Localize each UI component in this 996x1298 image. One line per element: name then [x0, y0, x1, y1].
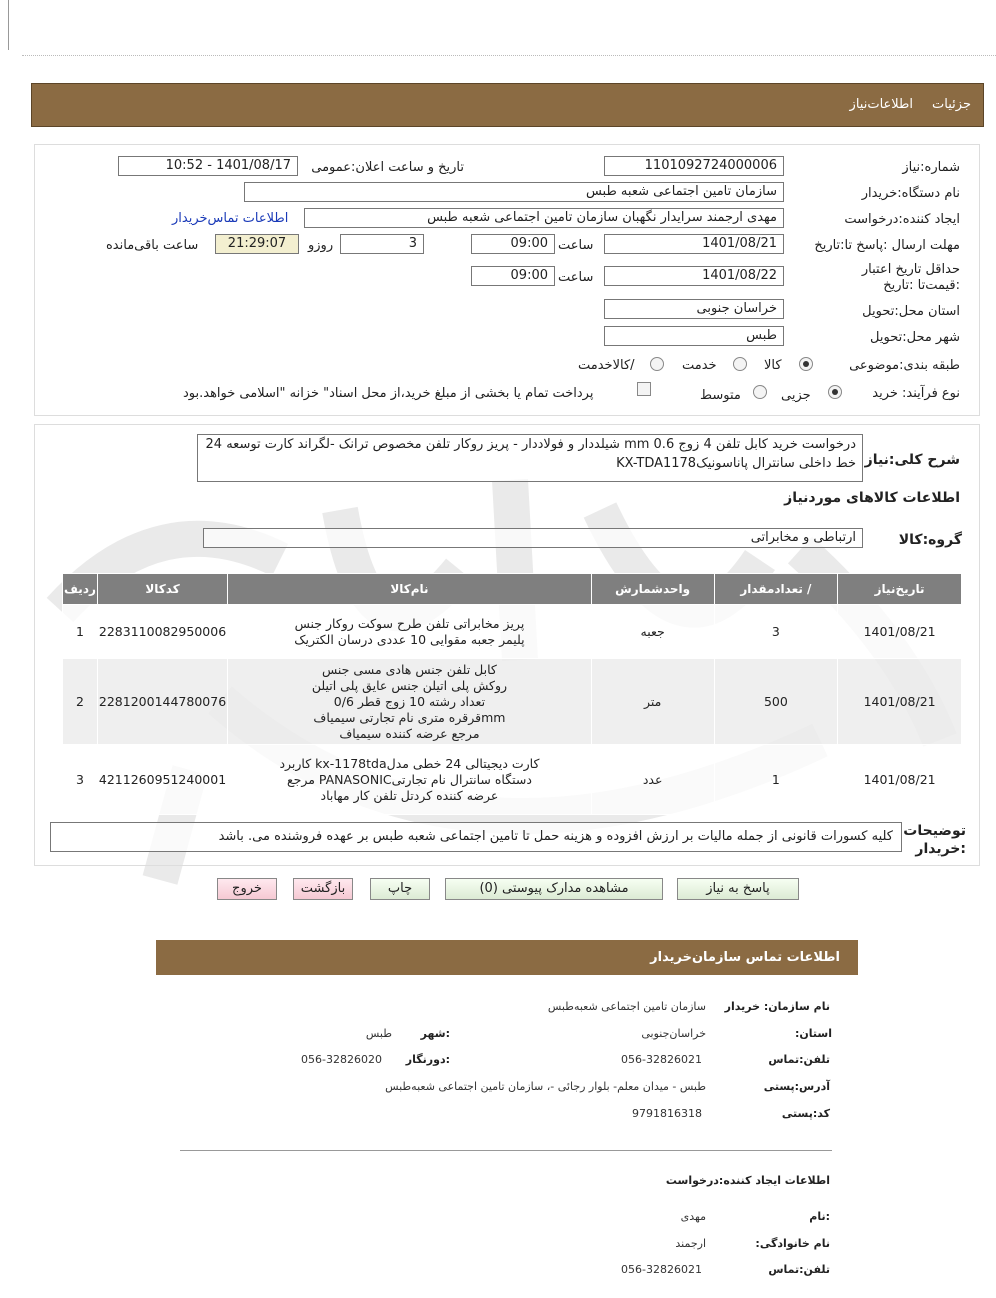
contact-phone-value: 056-32826021 — [621, 1053, 702, 1066]
col-qty-header: / تعدادمقدار — [714, 574, 838, 605]
creator-name-value: مهدی — [680, 1210, 706, 1223]
goods-group-label: گروه:کالا — [898, 532, 962, 548]
category-both-label: /کالاخدمت — [578, 358, 635, 373]
announce-date-label: تاریخ و ساعت اعلان:عمومی — [311, 160, 464, 175]
deadline-label: مهلت ارسال :پاسخ تا:تاریخ — [814, 238, 960, 253]
row-code: 2283110082950006 — [97, 605, 227, 659]
col-index-header: ردیف — [63, 574, 98, 605]
row-qty: 3 — [714, 605, 838, 659]
process-type-label: نوع فرآیند: خرید — [872, 386, 960, 401]
row-index: 3 — [63, 745, 98, 815]
col-name-header: نام‌کالا — [228, 574, 592, 605]
row-name — [228, 605, 592, 659]
validity-label: حداقل تاریخ اعتبار :قیمت‌تا :تاریخ — [861, 262, 960, 293]
contact-province-label: استان: — [795, 1027, 832, 1040]
category-service-label: خدمت — [682, 358, 717, 373]
back-button[interactable]: بازگشت — [293, 878, 353, 900]
city-label: شهر محل:تحویل — [870, 330, 960, 345]
remaining-time-label: ساعت باقی‌مانده — [106, 238, 199, 253]
row-date: 1401/08/21 — [838, 745, 962, 815]
summary-label: شرح کلی:نیاز — [864, 452, 960, 468]
announce-date-field: 1401/08/17 - 10:52 — [118, 156, 298, 176]
creator-family-value: ارجمند — [675, 1237, 706, 1250]
col-unit-header: واحدشمارش — [591, 574, 714, 605]
city-field: طبس — [604, 326, 784, 346]
page-header-bar — [31, 83, 984, 127]
row-name-text: کارت دیجیتالی 24 خطی مدلkx-1178tda کاربرد دستگاه سانترال نام تجارتیPANASONIC مرجع عرضه کننده کردتل تلفن کار مهاباد — [279, 755, 540, 803]
contact-org-label: نام سازمان: خریدار — [724, 1000, 830, 1013]
col-code-header: کدکالا — [97, 574, 227, 605]
attachments-button[interactable]: مشاهده مدارک پیوستی (0) — [445, 878, 663, 900]
category-both-radio[interactable] — [650, 357, 664, 371]
contact-header-bar — [156, 940, 858, 975]
need-number-label: شماره:نیاز — [902, 160, 960, 175]
row-code: 2281200144780076 — [97, 659, 227, 745]
row-unit: جعبه — [591, 605, 714, 659]
validity-date-field: 1401/08/22 — [604, 266, 784, 286]
need-number-field: 1101092724000006 — [604, 156, 784, 176]
process-partial-label: جزیی — [781, 388, 811, 403]
col-date-header: تاریخ‌نیاز — [838, 574, 962, 605]
row-name — [228, 745, 592, 815]
validity-time-field: 09:00 — [471, 266, 555, 286]
contact-city-value: طبس — [365, 1027, 392, 1040]
contact-address-value: طبس - میدان معلم- بلوار رجائی -، سازمان تامین اجتماعی شعبه‌طبس — [385, 1080, 706, 1093]
province-label: استان محل:تحویل — [862, 304, 960, 319]
table-row — [63, 605, 962, 659]
days-label: روزو — [308, 238, 334, 253]
remaining-time-field: 21:29:07 — [215, 234, 299, 254]
table-row — [63, 745, 962, 815]
row-unit: عدد — [591, 745, 714, 815]
row-qty: 1 — [714, 745, 838, 815]
contact-postal-value: 9791816318 — [632, 1107, 702, 1120]
buyer-notes-box: کلیه کسورات قانونی از جمله مالیات بر ارزش افزوده و هزینه حمل تا تامین اجتماعی شعبه طبس بر عهده فروشنده می. باشد — [50, 822, 902, 852]
category-service-radio[interactable] — [733, 357, 747, 371]
top-dotted-divider — [22, 55, 996, 56]
goods-info-heading: اطلاعات کالاهای موردنیاز — [784, 490, 960, 506]
requester-field: مهدی ارجمند سرایدار نگهبان سازمان تامین اجتماعی شعبه طبس — [304, 208, 784, 228]
buyer-org-field: سازمان تامین اجتماعی شعبه طبس — [244, 182, 784, 202]
creator-phone-label: تلفن:تماس — [768, 1263, 830, 1276]
creator-name-label: :نام — [809, 1210, 830, 1223]
contact-province-value: خراسان‌جنوبی — [641, 1027, 706, 1040]
table-row — [63, 659, 962, 745]
contact-fax-label: :دورنگار — [405, 1053, 450, 1066]
treasury-payment-checkbox[interactable] — [637, 382, 651, 396]
process-medium-radio[interactable] — [753, 385, 767, 399]
process-medium-label: متوسط — [700, 388, 741, 403]
contact-postal-label: کد:پستی — [781, 1107, 830, 1120]
contact-org-value: سازمان تامین اجتماعی شعبه‌طبس — [547, 1000, 706, 1013]
province-field: خراسان جنوبی — [604, 299, 784, 319]
deadline-date-field: 1401/08/21 — [604, 234, 784, 254]
process-partial-radio[interactable] — [828, 385, 842, 399]
buyer-org-label: نام دستگاه:خریدار — [861, 186, 960, 201]
row-index: 1 — [63, 605, 98, 659]
requester-label: ایجاد کننده:درخواست — [844, 212, 960, 227]
contact-city-label: :شهر — [420, 1027, 450, 1040]
row-unit: متر — [591, 659, 714, 745]
reply-button[interactable]: پاسخ به نیاز — [677, 878, 799, 900]
need-info-link[interactable]: اطلاعات‌نیاز — [849, 97, 913, 112]
summary-text-box: درخواست خرید کابل تلفن 4 زوج mm 0.6 شیلددار و فولاددار - پریز روکار تلفن مخصوص ترانک -لگراند کارت توسعه 24 خط داخلی سانترال پاناسونیکKX-TDA1178 — [197, 434, 863, 482]
row-date: 1401/08/21 — [838, 659, 962, 745]
creator-family-label: نام خانوادگی: — [755, 1237, 830, 1250]
category-goods-radio[interactable] — [799, 357, 813, 371]
buyer-contact-link[interactable]: اطلاعات تماس‌خریدار — [172, 211, 289, 226]
row-qty: 500 — [714, 659, 838, 745]
print-button[interactable]: چاپ — [370, 878, 430, 900]
row-name — [228, 659, 592, 745]
row-name-text: کابل تلفن جنس هادی مسی جنس روکش پلی اتیلن جنس عایق پلی اتیلن تعداد رشته 10 زوج قطر 0/6 mmقرقره متری نام تجارتی سیمیاف مرجع عرضه کننده سیمیاف — [311, 661, 508, 741]
left-border-line — [8, 0, 9, 50]
row-date: 1401/08/21 — [838, 605, 962, 659]
treasury-payment-label: پرداخت تمام یا بخشی از مبلغ خرید،از محل اسناد" خزانه "اسلامی خواهد.بود — [183, 386, 594, 401]
category-goods-label: کالا — [764, 358, 782, 373]
validity-hour-label: ساعت — [558, 270, 594, 285]
details-link[interactable]: جزئیات — [932, 97, 971, 112]
contact-address-label: آدرس:پستی — [763, 1080, 830, 1093]
goods-group-field: ارتباطی و مخابراتی — [203, 528, 863, 548]
deadline-time-field: 09:00 — [471, 234, 555, 254]
buyer-notes-label: توضیحات :خریدار — [903, 823, 966, 857]
category-label: طبقه بندی:موضوعی — [849, 358, 960, 373]
creator-info-title: اطلاعات ایجاد کننده:درخواست — [665, 1174, 830, 1187]
contact-divider — [180, 1150, 832, 1151]
contact-title: اطلاعات تماس سازمان‌خریدار — [650, 950, 840, 965]
row-index: 2 — [63, 659, 98, 745]
contact-fax-value: 056-32826020 — [301, 1053, 382, 1066]
row-code: 4211260951240001 — [97, 745, 227, 815]
contact-phone-label: تلفن:تماس — [768, 1053, 830, 1066]
exit-button[interactable]: خروج — [217, 878, 277, 900]
creator-phone-value: 056-32826021 — [621, 1263, 702, 1276]
goods-table — [62, 573, 962, 815]
deadline-hour-label: ساعت — [558, 238, 594, 253]
row-name-text: پریز مخابراتی تلفن طرح سوکت روکار جنس پلیمر جعبه مقوایی 10 عددی درسان الکتریک — [294, 615, 525, 647]
days-field: 3 — [340, 234, 424, 254]
